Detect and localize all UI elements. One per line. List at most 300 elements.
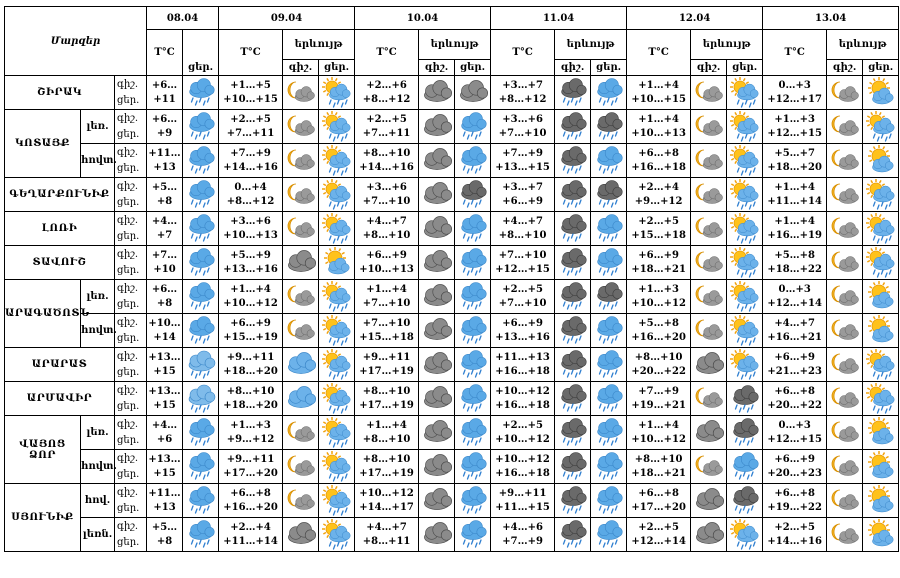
night-day-labels [115,484,147,518]
temp-day: +20…+23 [767,467,822,479]
day-label-5: ցեր. [863,60,899,76]
temp-cell [763,110,827,144]
temp-day: +7…+9 [502,535,543,547]
temp-cell [763,314,827,348]
weather-icon-day [863,110,899,144]
region-name: ԿՈՏԱՅՔ [5,110,81,178]
region-name: ԼՈՌԻ [5,212,115,246]
weather-icon-day-0 [183,314,219,348]
weather-icon-day [727,416,763,450]
temp-cell [763,382,827,416]
night-label-3: գիշ. [555,60,591,76]
night-day-labels [115,382,147,416]
night-day-labels [115,144,147,178]
temp-night: +1…+3 [638,283,679,295]
temp-night: +3…+6 [230,215,271,227]
temp-cell [763,212,827,246]
temp-night: +7…+10 [498,249,547,261]
temp-cell [219,484,283,518]
weather-icon-night [827,348,863,382]
temp-cell [627,110,691,144]
temp-night: +2…+5 [502,419,543,431]
day-label: ցեր. [117,230,140,242]
date-3: 11.04 [491,7,627,30]
weather-icon-day [727,484,763,518]
temp-cell [219,144,283,178]
weather-icon-night [691,348,727,382]
table-row [5,382,899,416]
subregion-name: լեռն. [81,518,115,552]
temp-day: +16…+18 [495,365,550,377]
temp-cell [491,348,555,382]
weather-icon-day [863,280,899,314]
temp-day-0: +6…+9 [147,110,183,144]
temp-cell [763,416,827,450]
weather-icon-night [283,382,319,416]
region-name: ՎԱՅՈՑ ՁՈՐ [5,416,81,484]
weather-icon-day [455,348,491,382]
temp-cell [219,450,283,484]
temp-day-0: +13…+15 [147,450,183,484]
weather-icon-day [727,76,763,110]
weather-icon-night [555,178,591,212]
weather-icon-day [591,212,627,246]
weather-icon-day [591,450,627,484]
weather-icon-day [319,450,355,484]
temp-night: +6…+8 [774,385,815,397]
temp-cell [491,518,555,552]
phen-header-2: երևույթ [419,30,491,60]
weather-icon-day-0 [183,212,219,246]
temp-night: +8…+10 [634,453,683,465]
region-name: ԳԵՂԱՐՔՈՒՆԻՔ [5,178,115,212]
weather-icon-day [319,382,355,416]
weather-icon-night [283,246,319,280]
temp-night: +7…+9 [502,147,543,159]
weather-icon-night [827,416,863,450]
weather-icon-night [827,450,863,484]
temp-night: 0…+4 [234,181,267,193]
temp-night: +4…+7 [366,521,407,533]
weather-icon-day [591,76,627,110]
temp-day: +6…+9 [502,195,543,207]
temp-cell [219,246,283,280]
temp-day: +14…+16 [223,161,278,173]
day-label: ցեր. [117,264,140,276]
temp-day: +16…+21 [767,331,822,343]
temp-day: +16…+20 [223,501,278,513]
temp-day: +12…+15 [767,433,822,445]
temp-night: +9…+11 [226,453,275,465]
temp-header-0: T°C [147,30,183,76]
weather-icon-night [419,144,455,178]
subregion-name: լեռ. [81,110,115,144]
weather-icon-night [691,110,727,144]
weather-icon-day [727,178,763,212]
temp-night: +2…+5 [774,521,815,533]
temp-day: +12…+14 [631,535,686,547]
weather-icon-night [555,416,591,450]
phen-header-3: երևույթ [555,30,627,60]
temp-cell [491,110,555,144]
temp-day: +17…+19 [359,467,414,479]
weather-icon-day [455,382,491,416]
temp-cell [355,518,419,552]
weather-icon-night [691,314,727,348]
temp-day: +12…+15 [495,263,550,275]
forecast-table [4,6,899,552]
weather-icon-day [727,314,763,348]
temp-night: +7…+9 [230,147,271,159]
temp-night: +6…+8 [774,487,815,499]
weather-icon-day-0 [183,110,219,144]
temp-night: +6…+9 [774,453,815,465]
temp-cell [491,212,555,246]
temp-day: +20…+22 [767,399,822,411]
temp-day: +10…+13 [631,127,686,139]
weather-icon-night [283,348,319,382]
weather-icon-day [319,314,355,348]
temp-night: +2…+5 [638,215,679,227]
temp-day: +10…+12 [223,297,278,309]
table-row [5,144,899,178]
weather-icon-night [555,450,591,484]
table-row [5,484,899,518]
temp-day: +15…+18 [631,229,686,241]
temp-night: +2…+5 [502,283,543,295]
weather-icon-day-0 [183,280,219,314]
table-row [5,314,899,348]
temp-header-5: T°C [763,30,827,76]
temp-day: +14…+16 [359,161,414,173]
temp-cell [763,178,827,212]
weather-icon-day [319,212,355,246]
temp-cell [491,280,555,314]
weather-icon-night [827,212,863,246]
weather-icon-night [827,144,863,178]
temp-night: +2…+5 [366,113,407,125]
weather-icon-day [455,246,491,280]
weather-icon-night [419,484,455,518]
day-label: ցեր. [117,94,140,106]
temp-cell [763,280,827,314]
weather-icon-night [283,518,319,552]
weather-icon-night [419,348,455,382]
temp-day: +13…+16 [495,331,550,343]
day-label: ցեր. [117,468,140,480]
temp-night: 0…+3 [778,79,811,91]
night-label: գիշ. [117,486,139,498]
temp-day: +11…+14 [223,535,278,547]
temp-day: +19…+21 [631,399,686,411]
temp-night: +4…+7 [502,215,543,227]
day-label-4: ցեր. [727,60,763,76]
phen-header-4: երևույթ [691,30,763,60]
weather-icon-day [863,382,899,416]
temp-night: +8…+10 [362,147,411,159]
temp-day: +16…+18 [631,161,686,173]
temp-day: +12…+17 [767,93,822,105]
temp-header-3: T°C [491,30,555,76]
weather-icon-night [691,76,727,110]
weather-icon-day [319,246,355,280]
temp-cell [491,76,555,110]
temp-day: +11…+15 [495,501,550,513]
day-label: ցեր. [117,332,140,344]
temp-day: +7…+10 [362,195,411,207]
weather-icon-day [591,416,627,450]
weather-icon-day-0 [183,144,219,178]
weather-icon-day [591,144,627,178]
temp-night: +6…+8 [638,147,679,159]
weather-icon-day [863,212,899,246]
weather-icon-night [419,178,455,212]
night-label: գիշ. [117,520,139,532]
temp-night: +2…+4 [638,181,679,193]
temp-cell [355,178,419,212]
temp-day: +8…+10 [498,229,547,241]
table-row [5,246,899,280]
weather-icon-night [419,280,455,314]
temp-day-0: +13…+15 [147,348,183,382]
weather-icon-night [827,246,863,280]
date-5: 13.04 [763,7,899,30]
weather-icon-day [319,144,355,178]
temp-night: +1…+5 [230,79,271,91]
weather-icon-day [455,144,491,178]
temp-night: +2…+5 [230,113,271,125]
region-name: ԱՐԱՐԱՏ [5,348,115,382]
temp-cell [219,212,283,246]
temp-day: +16…+19 [767,229,822,241]
temp-night: +6…+9 [638,249,679,261]
weather-icon-day [591,280,627,314]
temp-day: +8…+10 [362,433,411,445]
temp-night: +1…+4 [774,215,815,227]
temp-day: +10…+15 [223,93,278,105]
temp-header-4: T°C [627,30,691,76]
temp-cell [627,144,691,178]
weather-icon-night [555,212,591,246]
temp-day: +19…+22 [767,501,822,513]
temp-night: +10…+12 [359,487,414,499]
temp-cell [219,280,283,314]
temp-day-0: +4…+7 [147,212,183,246]
weather-icon-day-0 [183,246,219,280]
weather-icon-night [555,110,591,144]
regions-header: Մարզեր [5,7,147,76]
weather-icon-night [555,246,591,280]
weather-icon-day [863,314,899,348]
temp-night: +11…+13 [495,351,550,363]
region-name: ԱՐԱԳԱԾՈՏՆ [5,280,81,348]
weather-icon-day [319,110,355,144]
weather-icon-night [827,382,863,416]
temp-day: +9…+12 [226,433,275,445]
weather-icon-night [555,518,591,552]
temp-cell [355,110,419,144]
temp-night: +3…+7 [502,79,543,91]
weather-icon-day [591,382,627,416]
temp-day: +15…+19 [223,331,278,343]
night-day-labels [115,110,147,144]
weather-icon-night [555,382,591,416]
temp-day: +8…+10 [362,229,411,241]
temp-night: +4…+7 [774,317,815,329]
temp-night: +1…+4 [638,113,679,125]
date-4: 12.04 [627,7,763,30]
weather-icon-night [419,450,455,484]
night-day-labels [115,212,147,246]
weather-icon-night [419,416,455,450]
temp-day: +18…+20 [223,399,278,411]
temp-cell [219,178,283,212]
weather-icon-night [827,110,863,144]
temp-header-2: T°C [355,30,419,76]
weather-icon-day [319,484,355,518]
date-0: 08.04 [147,7,219,30]
temp-day: +9…+12 [634,195,683,207]
phen-header-1: երևույթ [283,30,355,60]
temp-cell [355,76,419,110]
night-label-5: գիշ. [827,60,863,76]
temp-cell [763,246,827,280]
temp-night: +6…+9 [774,351,815,363]
forecast-body [5,76,899,552]
weather-icon-night [555,280,591,314]
temp-day: +18…+20 [223,365,278,377]
temp-day: +8…+12 [498,93,547,105]
day-label: ցեր. [117,128,140,140]
weather-icon-night [555,76,591,110]
weather-icon-day [863,348,899,382]
night-day-labels [115,518,147,552]
temp-night: +8…+10 [362,385,411,397]
temp-day: +8…+12 [362,93,411,105]
temp-cell [355,212,419,246]
weather-icon-day [727,382,763,416]
temp-day-0: +6…+8 [147,280,183,314]
temp-day: +14…+17 [359,501,414,513]
weather-icon-day [591,348,627,382]
temp-night: +9…+11 [226,351,275,363]
temp-night: +6…+9 [366,249,407,261]
temp-day-0: +10…+14 [147,314,183,348]
weather-icon-day [591,518,627,552]
weather-icon-day [727,110,763,144]
weather-icon-day [319,518,355,552]
weather-icon-day [863,416,899,450]
temp-night: 0…+3 [778,283,811,295]
temp-day: +11…+14 [767,195,822,207]
table-row [5,450,899,484]
day-label: ցեր. [117,196,140,208]
temp-night: +2…+5 [638,521,679,533]
temp-night: +5…+7 [774,147,815,159]
weather-icon-night [283,76,319,110]
temp-day: +18…+22 [767,263,822,275]
weather-icon-day [455,280,491,314]
temp-night: +8…+10 [362,453,411,465]
temp-cell [219,110,283,144]
subregion-name: լեռ. [81,280,115,314]
temp-cell [627,76,691,110]
night-label: գիշ. [117,146,139,158]
day-label-1: ցեր. [319,60,355,76]
night-label: գիշ. [117,316,139,328]
weather-icon-day [727,212,763,246]
temp-day-0: +5…+8 [147,518,183,552]
weather-icon-night [283,280,319,314]
weather-icon-day [863,144,899,178]
weather-icon-day [727,348,763,382]
weather-icon-night [419,518,455,552]
weather-icon-day [863,450,899,484]
weather-icon-day [591,178,627,212]
temp-cell [491,246,555,280]
weather-icon-day-0 [183,178,219,212]
temp-cell [491,144,555,178]
temp-night: +7…+9 [638,385,679,397]
temp-cell [627,178,691,212]
night-label: գիշ. [117,418,139,430]
temp-night: 0…+3 [778,419,811,431]
temp-cell [627,484,691,518]
temp-cell [763,450,827,484]
weather-icon-night [691,416,727,450]
subregion-name: հով. [81,484,115,518]
temp-cell [219,76,283,110]
region-name: ԱՐՄԱՎԻՐ [5,382,115,416]
weather-icon-day-0 [183,76,219,110]
weather-icon-day-0 [183,348,219,382]
temp-night: +3…+7 [502,181,543,193]
night-day-labels [115,450,147,484]
temp-cell [763,76,827,110]
weather-icon-day [727,450,763,484]
temp-night: +1…+4 [774,181,815,193]
night-label: գիշ. [117,78,139,90]
weather-icon-day [455,484,491,518]
night-label: գիշ. [117,282,139,294]
temp-cell [355,280,419,314]
weather-icon-night [555,314,591,348]
temp-day: +10…+13 [223,229,278,241]
temp-night: +2…+6 [366,79,407,91]
night-label: գիշ. [117,112,139,124]
temp-night: +4…+6 [502,521,543,533]
weather-icon-day [591,314,627,348]
day-label: ցեր. [117,298,140,310]
temp-day-0: +6…+11 [147,76,183,110]
temp-day: +7…+10 [498,127,547,139]
temp-day: +8…+12 [226,195,275,207]
temp-night: +2…+4 [230,521,271,533]
temp-cell [219,518,283,552]
weather-icon-night [691,484,727,518]
table-row [5,76,899,110]
temp-cell [219,314,283,348]
temp-cell [627,416,691,450]
weather-icon-night [691,518,727,552]
temp-night: +1…+4 [638,419,679,431]
night-label-2: գիշ. [419,60,455,76]
temp-night: +6…+8 [230,487,271,499]
temp-night: +1…+4 [366,419,407,431]
table-row [5,212,899,246]
temp-cell [219,348,283,382]
temp-cell [355,450,419,484]
